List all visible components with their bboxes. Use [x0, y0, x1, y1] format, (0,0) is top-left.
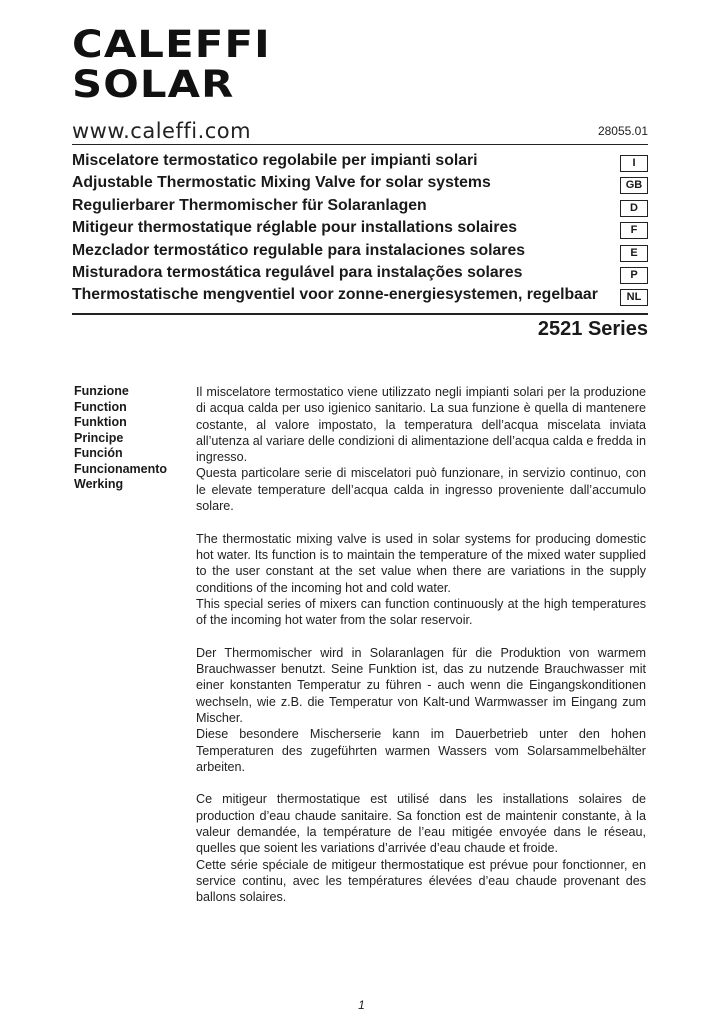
paragraph-fr-1: Ce mitigeur thermostatique est utilisé dans les installations solaires de production d’eau chaude sanitaire. Sa fonction est de maintenir constante, à la valeur demandée, la température de l’eau mitigée envoyée dans le réseau, quelles que soient les variations d’arrivée d’eau chaude et froide. [196, 792, 646, 856]
section-label: Werking [74, 477, 124, 491]
caleffi-solar-logo [72, 23, 272, 106]
website-link[interactable]: www.caleffi.com [72, 119, 252, 143]
title-row-fr [72, 218, 648, 240]
paragraph-it-2: Questa particolare serie di miscelatori può funzionare, in servizio continuo, con le elevate temperature dell’acqua calda in ingresso proveniente dall’accumulo solare. [196, 466, 646, 514]
language-badge: GB [620, 177, 648, 194]
language-badge: NL [620, 289, 648, 306]
title-text: Misturadora termostática regulável para instalações solares [72, 263, 523, 281]
titles-divider [72, 313, 648, 315]
logo-solar-text: SOLAR [72, 63, 235, 106]
language-badge: I [620, 155, 648, 172]
paragraph-en-2: This special series of mixers can function continuously at the high temperatures of the incoming hot water from the solar reservoir. [196, 596, 646, 628]
section-label: Principe [74, 430, 124, 445]
title-row-gb [72, 173, 648, 195]
product-title-list [72, 151, 648, 308]
logo-brand-text: CALEFFI [72, 23, 271, 66]
section-label: Funzione [74, 384, 129, 398]
paragraph-fr-2: Cette série spéciale de mitigeur thermostatique est prévue pour fonctionner, en service continu, avec les températures élevées d’eau chaude provenant des ballons solaires. [196, 857, 646, 905]
title-row-es [72, 241, 648, 263]
section-label: Funktion [74, 415, 127, 429]
page-number: 1 [358, 998, 365, 1012]
paragraph-en-1: The thermostatic mixing valve is used in solar systems for producing domestic hot water. Its function is to maintain the temperature of the mixed water supplied to the user constant at the set value when there are variations in the supply conditions of the incoming hot and cold water. [196, 531, 646, 595]
section-label: Function [74, 399, 127, 414]
title-row-de [72, 196, 648, 218]
section-label: Funcionamento [74, 461, 168, 476]
function-description [196, 384, 646, 906]
title-text: Thermostatische mengventiel voor zonne-energiesystemen, regelbaar [72, 286, 598, 304]
header-divider [72, 144, 648, 145]
title-text: Adjustable Thermostatic Mixing Valve for solar systems [72, 174, 491, 192]
title-row-it [72, 151, 648, 173]
series-heading: 2521 Series [537, 318, 648, 340]
title-text: Miscelatore termostatico regolabile per impianti solari [72, 152, 478, 169]
title-text: Mitigeur thermostatique réglable pour installations solaires [72, 219, 518, 237]
title-row-nl [72, 285, 648, 307]
language-badge: E [620, 245, 648, 262]
paragraph-it-1: Il miscelatore termostatico viene utilizzato negli impianti solari per la produzione di acqua calda per uso igienico sanitario. La sua funzione è quella di mantenere costante, al valore impostato, la temperatura dell’acqua miscelata inviata all’utenza al variare delle condizioni di alimentazione dell’acqua calda e fredda in ingresso. [196, 385, 646, 465]
title-row-pt [72, 263, 648, 285]
title-text: Regulierbarer Thermomischer für Solaranlagen [72, 196, 427, 214]
paragraph-de-2: Diese besondere Mischerserie kann im Dauerbetrieb unter den hohen Temperaturen des zugeführten warmen Wassers vom Solarsammelbehälter arbeiten. [196, 727, 646, 774]
language-badge: F [620, 222, 648, 239]
document-number: 28055.01 [597, 124, 648, 138]
paragraph-de-1: Der Thermomischer wird in Solaranlagen für die Produktion von warmem Brauchwasser benutzt. Seine Funktion ist, das zu nutzende Brauchwasser mit einer konstanten Temperatur zu führen - auch wenn die Eingangskonditionen wechseln, wie z.B. die Temperatur von Kalt-und Warmwasser im Eingang zum Mischer. [196, 645, 646, 725]
section-label: Función [74, 446, 123, 460]
title-text: Mezclador termostático regulable para instalaciones solares [72, 241, 526, 259]
language-badge: P [620, 267, 648, 284]
section-labels [74, 384, 167, 493]
language-badge: D [620, 200, 648, 217]
